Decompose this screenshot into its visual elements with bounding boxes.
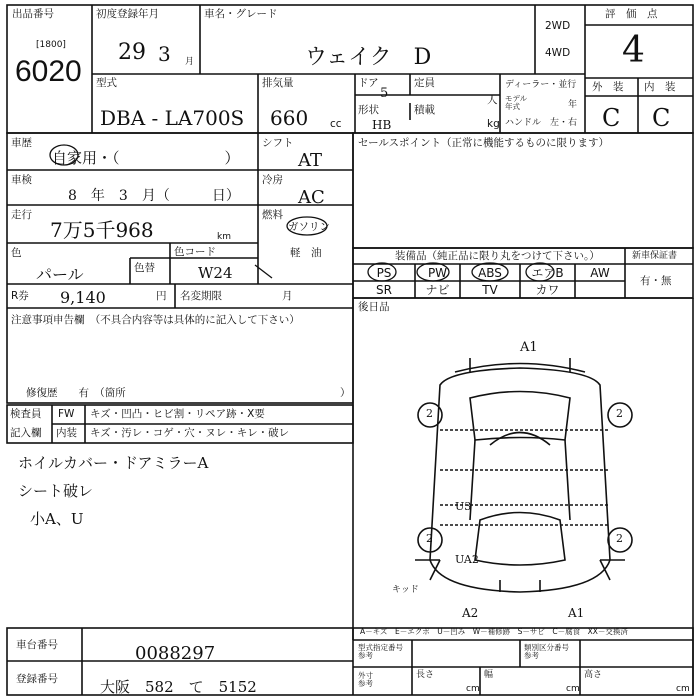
name-change-month-unit: 月 bbox=[282, 290, 293, 302]
load-label: 積載 bbox=[414, 104, 435, 116]
displacement-label: 排気量 bbox=[262, 77, 294, 89]
car-diagram bbox=[415, 358, 632, 592]
person-unit: 人 bbox=[487, 94, 498, 106]
color-value: パール bbox=[36, 265, 84, 284]
drive-2wd: 2WD bbox=[545, 20, 571, 32]
model-value: DBA - LA700S bbox=[100, 106, 245, 130]
shift-label: シフト bbox=[262, 137, 294, 149]
fw-text: キズ・凹凸・ヒビ割・リペア跡・X要 bbox=[90, 408, 265, 420]
diagram-mark-fr: 2 bbox=[616, 407, 623, 420]
color-code-value: W24 bbox=[198, 264, 233, 282]
cc-unit: cc bbox=[330, 118, 342, 130]
equip-navi: ナビ bbox=[425, 283, 450, 297]
shape-label: 形状 bbox=[358, 104, 379, 116]
chassis-value: 0088297 bbox=[135, 643, 216, 664]
chassis-label: 車台番号 bbox=[16, 639, 58, 651]
door-label: ドア bbox=[358, 77, 379, 89]
model-year-label: モデル 年式 bbox=[505, 94, 528, 111]
year-unit: 年 bbox=[568, 100, 578, 110]
interior-grade: C bbox=[652, 104, 671, 132]
diagram-mark-rear-left: UA2 bbox=[455, 553, 479, 566]
plate-value: 大阪 582 て 5152 bbox=[100, 678, 257, 696]
car-name-label: 車名・グレード bbox=[204, 8, 278, 20]
inspector-label-2: 記入欄 bbox=[10, 427, 42, 439]
inspect-value: 8 年 3 月（ 日） bbox=[68, 188, 240, 204]
width-label: 幅 bbox=[484, 670, 494, 680]
history-label: 車歴 bbox=[11, 137, 32, 149]
interior-insp-text: キズ・汚レ・コゲ・穴・ヌレ・キレ・破レ bbox=[90, 427, 290, 439]
lot-number: 6020 bbox=[15, 55, 82, 88]
inspector-label-1: 検査員 bbox=[10, 408, 42, 420]
history-value: 自家用・（ ） bbox=[52, 149, 240, 167]
width-cm: cm bbox=[566, 684, 580, 694]
equip-abs: ABS bbox=[478, 266, 502, 280]
lot-small: [1800] bbox=[36, 40, 66, 50]
ac-value: AC bbox=[298, 187, 325, 208]
interior-label: 内 装 bbox=[644, 81, 676, 93]
yen-unit: 円 bbox=[156, 290, 167, 302]
equip-leather: カワ bbox=[535, 283, 560, 297]
color-code-label: 色コード bbox=[174, 246, 216, 258]
diagram-mark-kit: キッド bbox=[392, 585, 419, 595]
first-reg-month: 3 bbox=[158, 42, 171, 66]
model-label: 型式 bbox=[96, 77, 117, 89]
inspector-note-2: シート破レ bbox=[18, 482, 94, 500]
length-label: 長さ bbox=[416, 670, 435, 680]
km-unit: km bbox=[217, 232, 231, 242]
color-label: 色 bbox=[11, 247, 22, 259]
equip-ps: PS bbox=[376, 266, 392, 280]
inspect-label: 車検 bbox=[11, 174, 32, 186]
height-label: 高さ bbox=[584, 670, 603, 680]
repair-close: ） bbox=[340, 387, 351, 399]
name-change-label: 名変期限 bbox=[180, 290, 222, 302]
car-name: ウェイク D bbox=[305, 45, 432, 70]
inspector-note-3: 小A、U bbox=[30, 510, 84, 528]
fw-label: FW bbox=[58, 408, 75, 420]
exterior-grade: C bbox=[602, 104, 621, 132]
equip-airbag: エアB bbox=[531, 266, 564, 280]
plate-label: 登録番号 bbox=[16, 673, 58, 685]
diagram-mark-rr: 2 bbox=[616, 532, 623, 545]
length-cm: cm bbox=[466, 684, 480, 694]
repair-label: 修復歴 有 （箇所 bbox=[26, 387, 126, 399]
fuel-gas: ガソリン bbox=[288, 221, 330, 233]
drive-4wd: 4WD bbox=[545, 47, 571, 59]
month-unit: 月 bbox=[185, 57, 195, 67]
interior-insp-label: 内装 bbox=[56, 427, 77, 439]
diagram-mark-front: A1 bbox=[520, 340, 538, 355]
first-reg-year: 29 bbox=[118, 40, 146, 65]
capacity-label: 定員 bbox=[414, 77, 435, 89]
displacement-value: 660 bbox=[270, 106, 309, 130]
recycle-value: 9,140 bbox=[60, 288, 106, 307]
sales-point-title: セールスポイント（正常に機能するものに限ります） bbox=[358, 137, 610, 149]
diagram-mark-side: U3 bbox=[455, 500, 472, 513]
warranty-label: 新車保証書 bbox=[632, 251, 678, 261]
diagram-mark-fl: 2 bbox=[426, 407, 433, 420]
recycle-label: R券 bbox=[11, 290, 29, 302]
height-cm: cm bbox=[676, 684, 690, 694]
handle-label: ハンドル 左・右 bbox=[505, 118, 578, 128]
ac-label: 冷房 bbox=[262, 174, 283, 186]
grade-label: 評 価 点 bbox=[605, 8, 658, 20]
door-value: 5 bbox=[380, 86, 389, 101]
inspector-note-1: ホイルカバー・ドアミラーA bbox=[18, 454, 209, 472]
notes-label: 注意事項申告欄 （不具合内容等は具体的に記入して下さい） bbox=[11, 314, 300, 326]
mileage-label: 走行 bbox=[11, 209, 32, 221]
damage-legend: A－キズ E－エクボ U－凹み W－補修跡 S－サビ C－腐食 XX－交換済 bbox=[360, 627, 628, 636]
diagram-mark-rl: 2 bbox=[426, 532, 433, 545]
equip-pw: PW bbox=[427, 266, 448, 280]
equipment-title: 装備品（純正品に限り丸をつけて下さい。） bbox=[395, 250, 600, 262]
exterior-label: 外 装 bbox=[592, 81, 624, 93]
diagram-mark-rear-a1: A1 bbox=[568, 606, 585, 620]
fuel-label: 燃料 bbox=[262, 209, 283, 221]
later-items-label: 後日品 bbox=[358, 301, 390, 313]
shape-value: HB bbox=[372, 118, 392, 132]
mileage-value: 7万5千968 bbox=[50, 218, 154, 242]
warranty-value: 有・無 bbox=[640, 275, 672, 287]
shift-value: AT bbox=[298, 150, 323, 171]
equip-sr: SR bbox=[376, 283, 392, 297]
ref3-label: 外寸 参考 bbox=[358, 671, 373, 688]
color-change-label: 色替 bbox=[134, 262, 155, 274]
lot-label: 出品番号 bbox=[12, 8, 54, 20]
dealer-label: ディーラー・並行 bbox=[505, 80, 577, 90]
first-reg-label: 初度登録年月 bbox=[96, 8, 159, 20]
equip-tv: TV bbox=[482, 283, 498, 297]
diagram-mark-rear-a2: A2 bbox=[462, 606, 479, 620]
ref1-label: 型式指定番号 参考 bbox=[358, 643, 403, 660]
grade-value: 4 bbox=[622, 30, 645, 71]
kg-unit: kg bbox=[487, 118, 500, 130]
equip-aw: AW bbox=[590, 266, 610, 280]
ref2-label: 類別区分番号 参考 bbox=[524, 643, 569, 660]
fuel-diesel: 軽 油 bbox=[290, 247, 322, 259]
